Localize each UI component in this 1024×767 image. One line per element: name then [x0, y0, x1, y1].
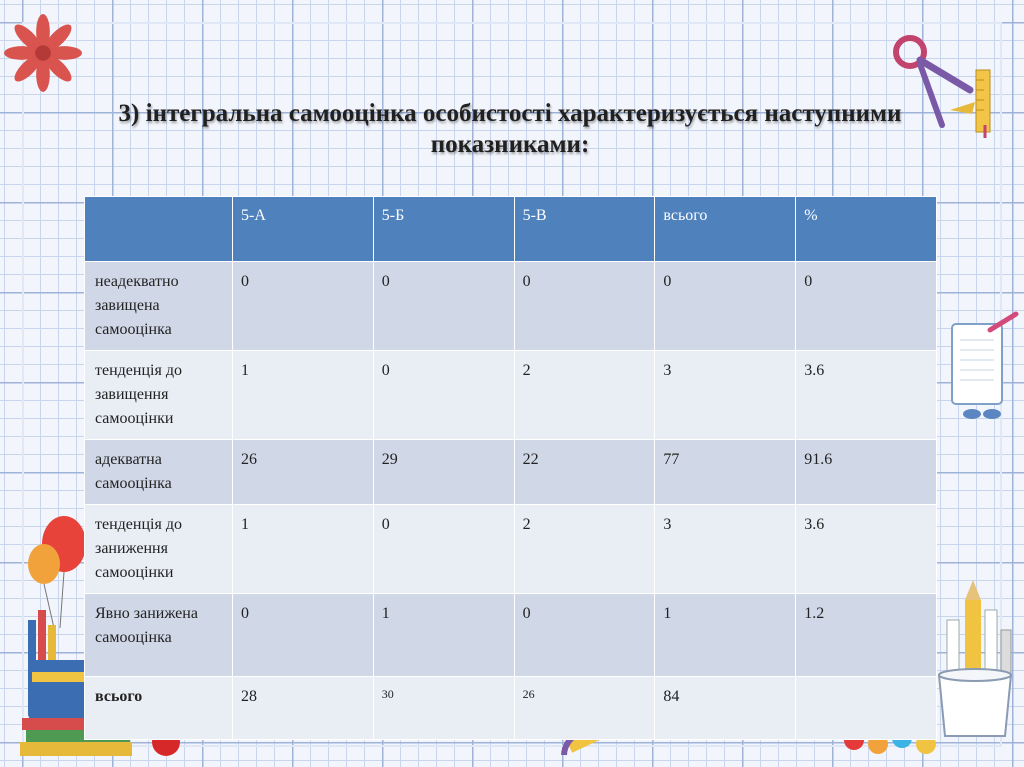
cell-value: 0	[655, 262, 796, 351]
table-row	[85, 262, 937, 351]
cell-value: 3	[655, 351, 796, 440]
header-cell-empty	[85, 197, 233, 262]
cell-value: 0	[373, 262, 514, 351]
cell-value: 84	[655, 677, 796, 740]
cell-value: 1.2	[796, 594, 937, 677]
cell-value: 1	[233, 505, 374, 594]
header-cell-percent: %	[796, 197, 937, 262]
slide-title-line-2: показниками:	[430, 131, 590, 158]
table-row	[85, 594, 937, 677]
cell-value: 1	[655, 594, 796, 677]
cell-value: 91.6	[796, 440, 937, 505]
flower-icon	[4, 14, 82, 92]
table-header-row	[85, 197, 937, 262]
header-cell-5a: 5-А	[233, 197, 374, 262]
cell-value: 3.6	[796, 351, 937, 440]
cell-value: 26	[514, 677, 655, 740]
slide-title-line-1: 3) інтегральна самооцінка особистості характеризується наступними	[118, 100, 902, 127]
cell-value: 22	[514, 440, 655, 505]
cell-value: 26	[233, 440, 374, 505]
cell-value: 0	[373, 351, 514, 440]
table-row-total	[85, 677, 937, 740]
table-row	[85, 505, 937, 594]
cell-value: 28	[233, 677, 374, 740]
cell-value: 0	[373, 505, 514, 594]
row-label: всього	[85, 677, 233, 740]
cell-value: 30	[373, 677, 514, 740]
self-esteem-table	[84, 196, 937, 740]
table-row	[85, 440, 937, 505]
cell-value: 2	[514, 351, 655, 440]
notebook-character-icon	[932, 310, 1024, 430]
cell-value: 0	[514, 262, 655, 351]
cell-value: 0	[233, 594, 374, 677]
row-label: Явно занижена самооцінка	[85, 594, 233, 677]
cell-value	[796, 677, 937, 740]
table-row	[85, 351, 937, 440]
row-label: адекватна самооцінка	[85, 440, 233, 505]
header-cell-5v: 5-В	[514, 197, 655, 262]
cell-value: 2	[514, 505, 655, 594]
row-label: тенденція до заниження самооцінки	[85, 505, 233, 594]
cell-value: 0	[514, 594, 655, 677]
header-cell-total: всього	[655, 197, 796, 262]
row-label: тенденція до завищення самооцінки	[85, 351, 233, 440]
cell-value: 29	[373, 440, 514, 505]
cell-value: 1	[373, 594, 514, 677]
row-label: неадекватно завищена самооцінка	[85, 262, 233, 351]
cell-value: 3.6	[796, 505, 937, 594]
cell-value: 77	[655, 440, 796, 505]
cell-value: 1	[233, 351, 374, 440]
cell-value: 0	[796, 262, 937, 351]
pencil-cup-icon	[925, 580, 1024, 740]
cell-value: 0	[233, 262, 374, 351]
slide-title	[40, 98, 980, 160]
header-cell-5b: 5-Б	[373, 197, 514, 262]
cell-value: 3	[655, 505, 796, 594]
